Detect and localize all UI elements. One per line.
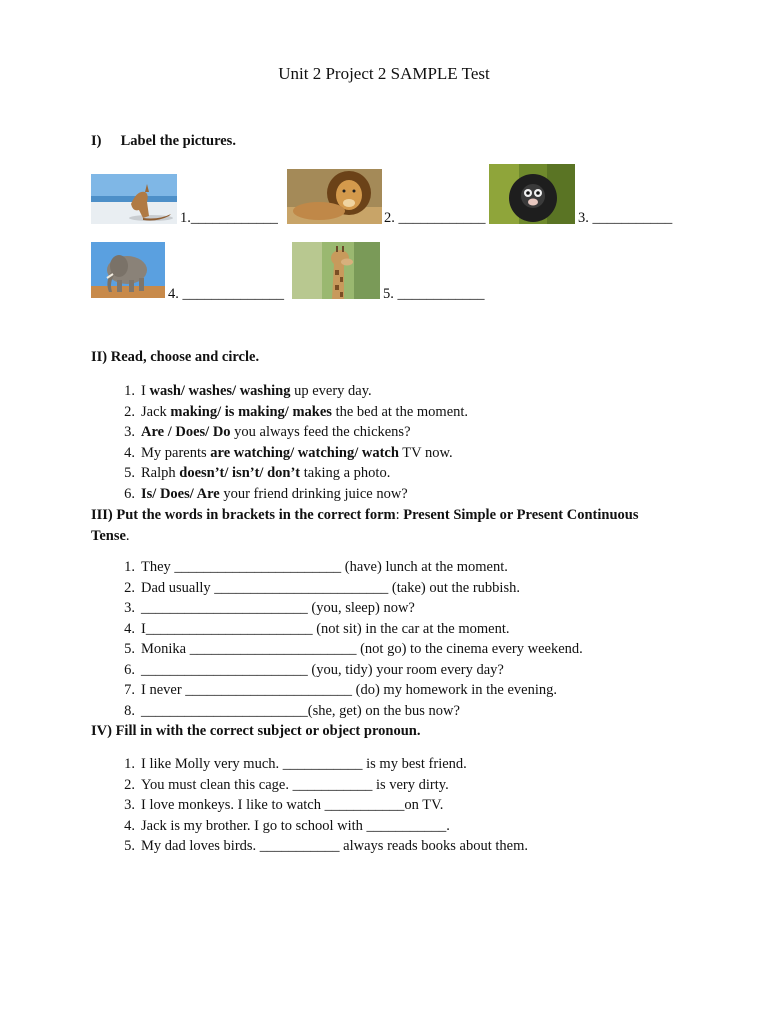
- list-item: 6. _______________________ (you, tidy) your room every day?: [124, 661, 504, 678]
- list-item: 6. Is/ Does/ Are your friend drinking juice now?: [124, 485, 408, 502]
- list-item: 2. Jack making/ is making/ makes the bed at the moment.: [124, 403, 469, 420]
- section-3-heading: III) Put the words in brackets in the correct form: Present Simple or Present Continuous Tense.: [91, 507, 639, 544]
- section-1-number: I): [91, 133, 102, 149]
- list-item: 1. I wash/ washes/ washing up every day.: [124, 383, 372, 399]
- list-item: 2. Dad usually ________________________ (take) out the rubbish.: [124, 579, 520, 596]
- list-item: 3. _______________________ (you, sleep) now?: [124, 600, 415, 616]
- picture-2-caption: 2. ____________: [384, 210, 486, 226]
- lion-picture: [287, 169, 382, 224]
- kangaroo-picture: [91, 174, 177, 224]
- section-4-heading: IV) Fill in with the correct subject or object pronoun.: [91, 723, 421, 739]
- page-title: Unit 2 Project 2 SAMPLE Test: [278, 64, 490, 83]
- section-3-list: [91, 557, 583, 721]
- elephant-picture: [91, 242, 165, 298]
- picture-3-caption: 3. ___________: [578, 210, 673, 226]
- list-item: 5. Monika _______________________ (not go) to the cinema every weekend.: [124, 641, 583, 657]
- list-item: 4. Jack is my brother. I go to school with ___________.: [124, 817, 450, 834]
- section-1-title: Label the pictures.: [120, 133, 236, 149]
- section-2-heading: II) Read, choose and circle.: [91, 349, 260, 365]
- list-item: 5. My dad loves birds. ___________ always reads books about them.: [124, 838, 529, 854]
- list-item: 4. I_______________________ (not sit) in the car at the moment.: [124, 620, 510, 637]
- list-item: 3. Are / Does/ Do you always feed the chickens?: [124, 424, 411, 440]
- picture-4-caption: 4. ______________: [168, 286, 284, 302]
- list-item: 2. You must clean this cage. ___________ is very dirty.: [124, 776, 449, 793]
- monkey-picture: [489, 164, 575, 224]
- section-2-list: [91, 381, 468, 504]
- list-item: 1. They _______________________ (have) lunch at the moment.: [124, 559, 508, 575]
- list-item: 4. My parents are watching/ watching/ watch TV now.: [124, 444, 453, 461]
- picture-1-caption: 1.____________: [180, 210, 278, 226]
- list-item: 5. Ralph doesn’t/ isn’t/ don’t taking a photo.: [124, 465, 391, 481]
- picture-5-caption: 5. ____________: [383, 286, 485, 302]
- list-item: 8. _______________________(she, get) on the bus now?: [124, 702, 460, 719]
- list-item: 3. I love monkeys. I like to watch ___________on TV.: [124, 797, 444, 813]
- section-4-list: [91, 754, 528, 857]
- list-item: 1. I like Molly very much. ___________ is my best friend.: [124, 756, 467, 772]
- section-1-heading: [91, 133, 236, 150]
- list-item: 7. I never _______________________ (do) my homework in the evening.: [124, 682, 557, 698]
- giraffe-picture: [292, 242, 380, 299]
